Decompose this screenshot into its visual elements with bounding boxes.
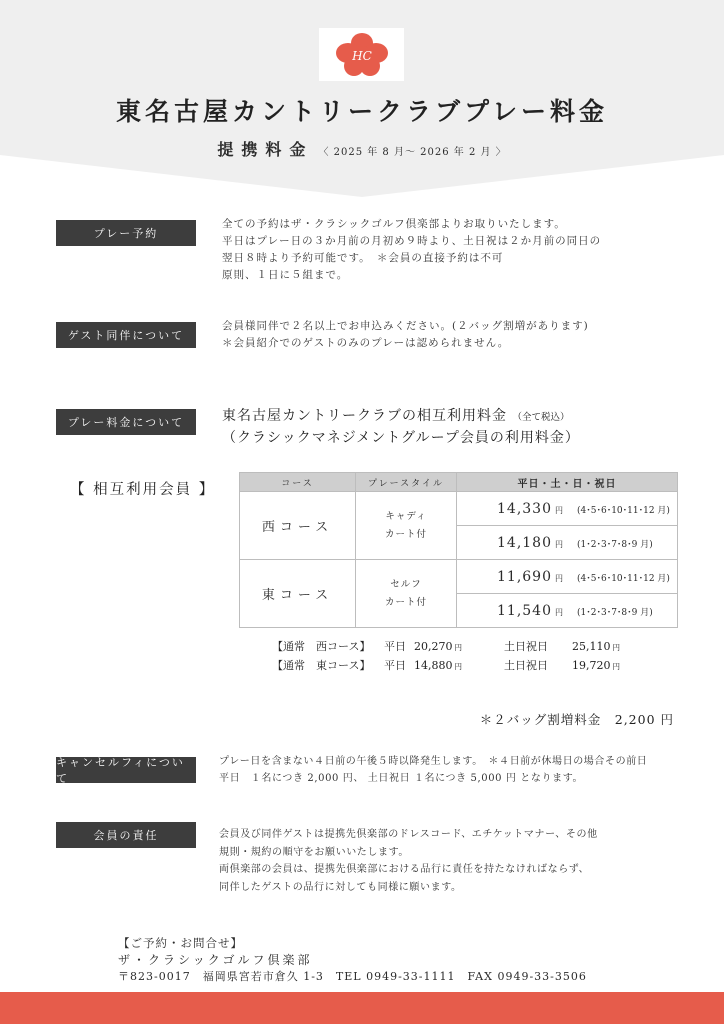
club-logo bbox=[319, 28, 404, 81]
weekday-amount: 20,270 bbox=[414, 640, 453, 653]
weekday-label: 平日 bbox=[384, 640, 406, 653]
unit: 円 bbox=[454, 643, 462, 652]
page-subtitle bbox=[0, 137, 724, 160]
weekday-label: 平日 bbox=[384, 659, 406, 672]
header-style: プレースタイル bbox=[356, 473, 457, 492]
page-title: 東名古屋カントリークラブプレー料金 bbox=[115, 97, 608, 126]
price-unit: 円 bbox=[555, 505, 563, 515]
label-fees: プレー料金について bbox=[56, 409, 196, 435]
price-cell bbox=[457, 492, 678, 526]
logo-text: HC bbox=[351, 48, 372, 63]
price-amount: 14,330 bbox=[497, 500, 552, 517]
weekend-amount: 19,720 bbox=[572, 659, 611, 672]
guest-text bbox=[222, 318, 589, 352]
cancel-text bbox=[219, 753, 647, 787]
weekday-amount: 14,880 bbox=[414, 659, 453, 672]
guest-line: 会員様同伴で２名以上でお申込みください。(２バッグ割増があります) bbox=[222, 320, 589, 332]
normal-rate-label: 【通常 東コース】 bbox=[272, 659, 371, 672]
table-row bbox=[240, 492, 678, 526]
fee-heading-line2: （クラシックマネジメントグループ会員の利用料金） bbox=[222, 430, 580, 446]
member-label: 【 相互利用会員 】 bbox=[70, 482, 216, 498]
responsibility-line: 両倶楽部の会員は、提携先倶楽部における品行に責任を持たなければならず、 bbox=[219, 864, 590, 875]
reservation-line: 全ての予約はザ・クラシックゴルフ倶楽部よりお取りいたします。 bbox=[222, 218, 566, 230]
fee-heading bbox=[222, 406, 580, 448]
weekend-label: 土日祝日 bbox=[504, 659, 548, 672]
weekend-amount: 25,110 bbox=[572, 640, 611, 653]
label-reservation: プレー予約 bbox=[56, 220, 196, 246]
fee-heading-line1: 東名古屋カントリークラブの相互利用料金 bbox=[222, 408, 507, 424]
label-responsibility: 会員の責任 bbox=[56, 822, 196, 848]
label-cancel: キャンセルフィについて bbox=[56, 757, 196, 783]
contact-title: 【ご予約・お問合せ】 bbox=[118, 936, 243, 950]
price-months: (4･5･6･10･11･12 月) bbox=[577, 573, 670, 584]
responsibility-text bbox=[219, 826, 598, 896]
reservation-line: 平日はプレー日の３か月前の月初め９時より、土日祝は２か月前の同日の bbox=[222, 235, 602, 247]
responsibility-line: 同伴したゲストの品行に対しても同様に願います。 bbox=[219, 881, 462, 893]
price-unit: 円 bbox=[555, 539, 563, 549]
fee-table bbox=[239, 472, 678, 628]
unit: 円 bbox=[454, 662, 462, 671]
price-cell bbox=[457, 526, 678, 560]
style-line: キャディ bbox=[385, 510, 427, 522]
reservation-line: 翌日８時より予約可能です。 ＊会員の直接予約は不可 bbox=[222, 252, 504, 264]
normal-rate-row bbox=[272, 638, 620, 657]
header-course: コース bbox=[240, 473, 356, 492]
weekend-label: 土日祝日 bbox=[504, 640, 548, 653]
style-line: セルフ bbox=[390, 578, 422, 590]
reservation-line: 原則、１日に５組まで。 bbox=[222, 269, 349, 281]
responsibility-line: 会員及び同伴ゲストは提携先倶楽部のドレスコード、エチケットマナー、その他 bbox=[219, 829, 598, 840]
price-cell bbox=[457, 594, 678, 628]
normal-rate-row bbox=[272, 657, 620, 676]
normal-rate-label: 【通常 西コース】 bbox=[272, 640, 371, 653]
responsibility-line: 規則・規約の順守をお願いいたします。 bbox=[219, 846, 409, 858]
cancel-line: 平日 １名につき 2,000 円、 土日祝日 １名につき 5,000 円 となります。 bbox=[219, 773, 584, 784]
style-line: カート付 bbox=[384, 596, 427, 608]
header-days: 平日・土・日・祝日 bbox=[457, 473, 678, 492]
period-text: 〈 2025 年 8 月～ 2026 年 2 月 〉 bbox=[318, 147, 507, 158]
course-name-west: 西コース bbox=[240, 492, 356, 560]
price-unit: 円 bbox=[555, 573, 563, 583]
guest-line: ＊会員紹介でのゲストのみのプレーは認められません。 bbox=[222, 337, 510, 349]
style-line: カート付 bbox=[384, 528, 427, 540]
price-amount: 11,690 bbox=[497, 568, 552, 585]
play-style-west bbox=[356, 492, 457, 560]
label-guest: ゲスト同伴について bbox=[56, 322, 196, 348]
reservation-text bbox=[222, 216, 601, 284]
tax-note: （全て税込） bbox=[512, 412, 570, 423]
price-months: (1･2･3･7･8･9 月) bbox=[577, 607, 653, 618]
table-row bbox=[240, 560, 678, 594]
price-months: (1･2･3･7･8･9 月) bbox=[577, 539, 653, 550]
contact-address: 〒823-0017 福岡県宮若市倉久 1-3 TEL 0949-33-1111 FAX 0949-33-3506 bbox=[118, 970, 587, 983]
flower-logo-icon bbox=[327, 32, 397, 78]
subtitle-text: 提携料金 bbox=[217, 140, 314, 159]
price-cell bbox=[457, 560, 678, 594]
price-unit: 円 bbox=[555, 607, 563, 617]
table-header-row bbox=[240, 473, 678, 492]
play-style-east bbox=[356, 560, 457, 628]
price-amount: 14,180 bbox=[497, 534, 552, 551]
bag-surcharge: ＊２バッグ割増料金 2,200 円 bbox=[479, 712, 674, 727]
price-amount: 11,540 bbox=[497, 602, 552, 619]
footer-bar bbox=[0, 992, 724, 1024]
normal-rates bbox=[272, 638, 620, 676]
price-months: (4･5･6･10･11･12 月) bbox=[577, 505, 670, 516]
unit: 円 bbox=[612, 662, 620, 671]
cancel-line: プレー日を含まない４日前の午後５時以降発生します。 ＊４日前が休場日の場合その前日 bbox=[219, 756, 648, 767]
course-name-east: 東コース bbox=[240, 560, 356, 628]
unit: 円 bbox=[612, 643, 620, 652]
contact-name: ザ・クラシックゴルフ倶楽部 bbox=[118, 953, 313, 967]
